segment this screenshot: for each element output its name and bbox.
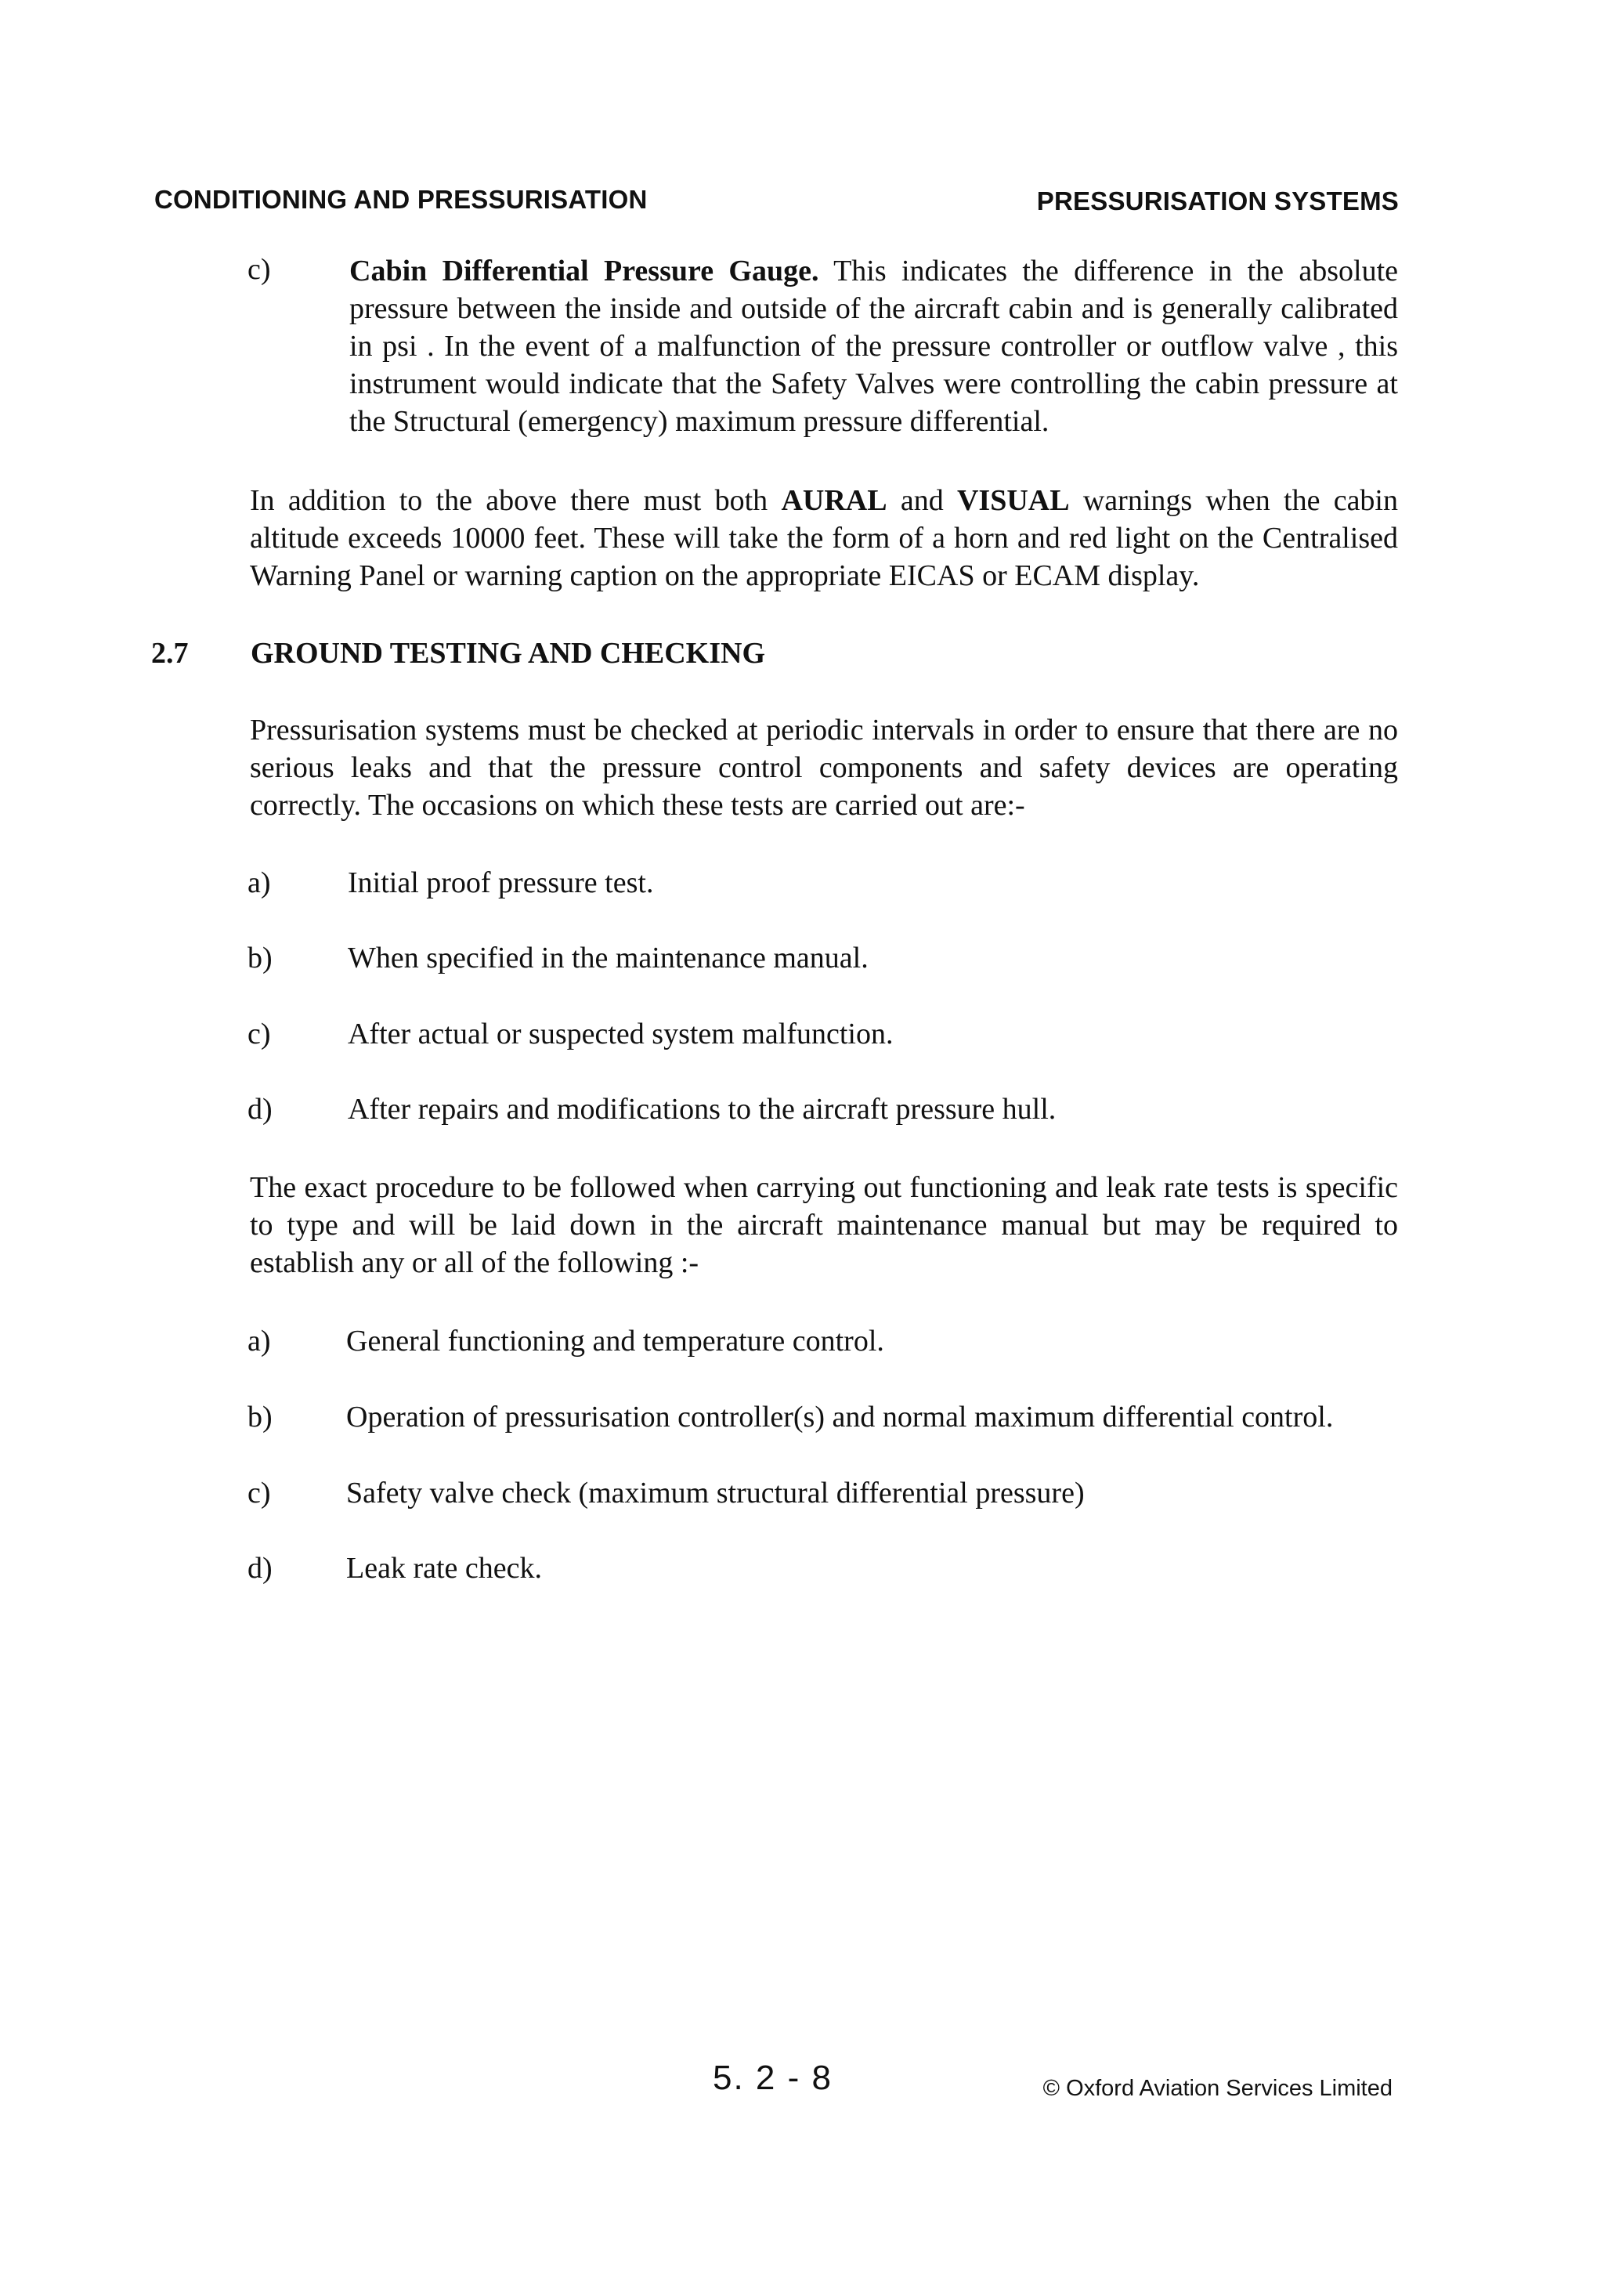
list-item-label: c) — [247, 1477, 271, 1510]
procedure-text: The exact procedure to be followed when carrying out functioning and leak rate tests is specific to type and will be laid down in the aircraft maintenance manual but may be required to establish any or all of the following :- — [250, 1171, 1398, 1279]
list-item-label: b) — [247, 1401, 273, 1434]
list-item-text: When specified in the maintenance manual. — [348, 942, 869, 974]
list-item-label: d) — [247, 1552, 273, 1585]
list-item-label: c) — [247, 1018, 271, 1050]
section-number: 2.7 — [151, 637, 189, 670]
section-title: GROUND TESTING AND CHECKING — [251, 637, 766, 670]
list-item-label: d) — [247, 1093, 273, 1126]
list-item-label: a) — [247, 866, 271, 899]
header-chapter-title: CONDITIONING AND PRESSURISATION — [154, 185, 648, 214]
list-item-text: Initial proof pressure test. — [348, 866, 654, 899]
list-item-text: General functioning and temperature control. — [346, 1325, 884, 1358]
item-c-text: This indicates the difference in the absolute pressure between the inside and outside of the aircraft cabin and is generally calibrated in psi . In the event of a malfunction of the pressure controller or outflow valve , this instrument would indicate that the Safety Valves were controlling the cabin pressure at the Structural (emergency) maximum pressure differential. — [349, 255, 1398, 438]
visual-keyword: VISUAL — [956, 484, 1070, 517]
warnings-text-mid: and — [887, 484, 957, 517]
list-item-text: After actual or suspected system malfunction. — [348, 1018, 894, 1050]
warnings-paragraph — [250, 482, 1398, 595]
list-item-text: Safety valve check (maximum structural differential pressure) — [346, 1477, 1085, 1510]
list-item-text: Operation of pressurisation controller(s) and normal maximum differential control. — [346, 1401, 1334, 1434]
page-number: 5. 2 - 8 — [713, 2059, 833, 2097]
list-item-text: After repairs and modifications to the aircraft pressure hull. — [348, 1093, 1057, 1126]
header-section-title: PRESSURISATION SYSTEMS — [1036, 186, 1399, 215]
intro-text: Pressurisation systems must be checked at periodic intervals in order to ensure that there are no serious leaks and that the pressure control components and safety devices are operating correctly. The occasions on which these tests are carried out are:- — [250, 714, 1398, 822]
list-item-text: Leak rate check. — [346, 1552, 542, 1585]
item-c-label: c) — [247, 253, 271, 286]
copyright-notice: © Oxford Aviation Services Limited — [1042, 2076, 1393, 2101]
procedure-paragraph — [250, 1169, 1398, 1282]
aural-keyword: AURAL — [781, 484, 887, 517]
intro-paragraph — [250, 711, 1398, 824]
list-item-label: b) — [247, 942, 273, 974]
warnings-text-pre: In addition to the above there must both — [250, 484, 782, 517]
item-c-title: Cabin Differential Pressure Gauge. — [349, 255, 819, 287]
list-item-label: a) — [247, 1325, 271, 1358]
item-c-paragraph — [349, 252, 1398, 440]
warnings-text-post: warnings when the cabin altitude exceeds 10000 feet. These will take the form of a horn and red light on the Centralised Warning Panel or warning caption on the appropriate EICAS or ECAM display. — [250, 484, 1398, 592]
